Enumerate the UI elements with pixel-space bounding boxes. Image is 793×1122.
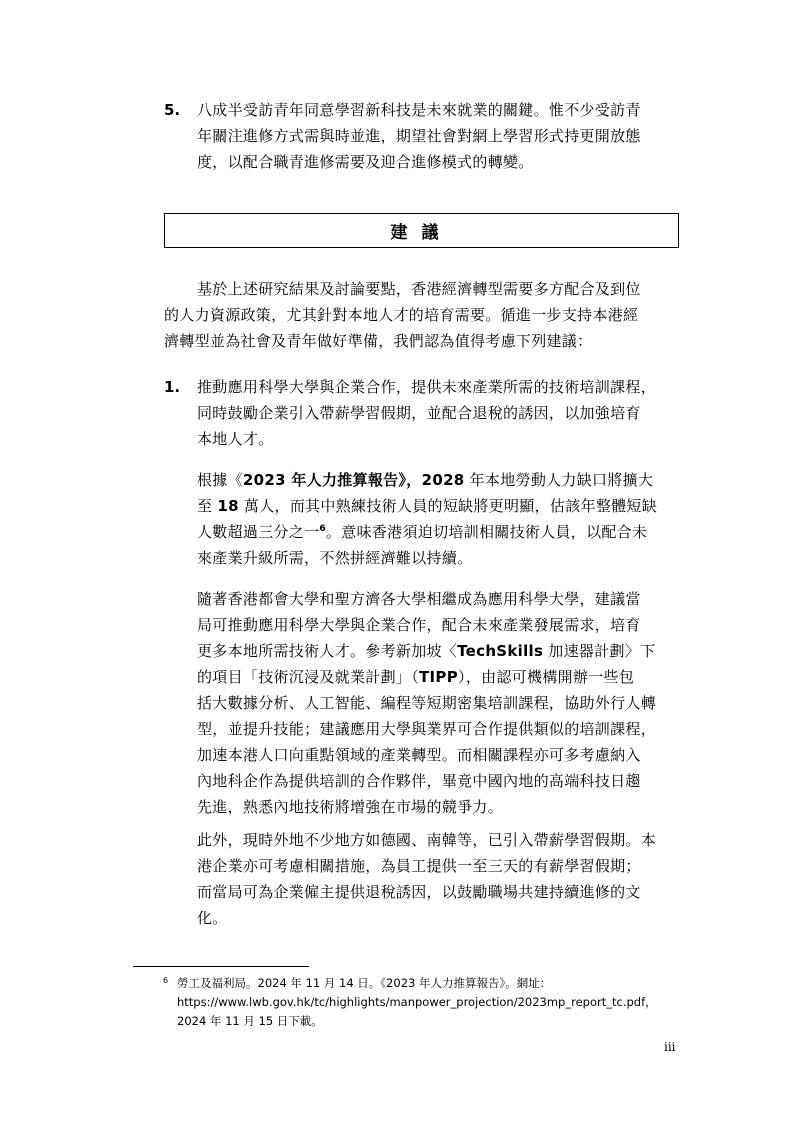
text-line: 而當局可為企業僱主提供退稅誘因，以鼓勵職場共建持續進修的文: [197, 883, 641, 901]
text-line: 隨著香港都會大學和聖方濟各大學相繼成為應用科學大學，建議當: [197, 590, 641, 608]
text-line: [197, 467, 687, 493]
text-line: 此外，現時外地不少地方如德國、南韓等，已引入帶薪學習假期。本: [197, 831, 657, 849]
text-span: 。意味香港須迫切培訓相關技術人員，以配合未: [325, 523, 648, 541]
footnote-body: [177, 974, 687, 1031]
paragraph-universities: [197, 586, 687, 820]
bold-number: 18: [217, 497, 239, 515]
text-line: [197, 493, 687, 519]
text-span: 更多本地所需技術人才。參考新加坡〈: [197, 642, 458, 660]
text-line: 八成半受訪青年同意學習新科技是未來就業的關鍵。惟不少受訪青: [197, 101, 641, 119]
footnote-divider: [133, 966, 309, 967]
item-text: [197, 374, 687, 452]
text-line: 的人力資源政策，尤其針對本地人才的培育需要。循進一步支持本港經: [164, 306, 639, 324]
text-line: 推動應用科學大學與企業合作，提供未來產業所需的技術培訓課程，: [197, 378, 657, 396]
text-line: [197, 664, 687, 690]
text-line: 本地人才。: [197, 430, 274, 448]
intro-paragraph: [164, 276, 684, 354]
footnote-line: 勞工及福利局。2024 年 11 月 14 日。《2023 年人力推算報告》。網址：: [177, 976, 552, 990]
footnote-mark: 6: [163, 976, 169, 985]
text-line: 基於上述研究結果及討論要點，香港經濟轉型需要多方配合及到位: [197, 280, 641, 298]
text-line: 港企業亦可考慮相關措施，為員工提供一至三天的有薪學習假期；: [197, 857, 641, 875]
footnote-ref[interactable]: 6: [319, 524, 326, 534]
item-text: [197, 97, 687, 175]
bold-year: 2023: [242, 471, 286, 489]
text-line: 先進，熟悉內地技術將增強在市場的競爭力。: [197, 798, 504, 816]
heading-text: 建議: [390, 223, 453, 243]
text-span: 萬人，而其中熟練技術人員的短缺將更明顯，估該年整體短缺: [238, 497, 658, 515]
text-line: 濟轉型並為社會及青年做好準備，我們認為值得考慮下列建議：: [164, 332, 593, 350]
text-line: 度，以配合職青進修需要及迎合進修模式的轉變。: [197, 153, 534, 171]
bold-acronym: TIPP: [419, 668, 459, 686]
page-number: iii: [664, 1040, 676, 1054]
text-line: [197, 638, 687, 664]
footnote-line: 2024 年 11 月 15 日下載。: [177, 1014, 323, 1028]
text-line: [197, 519, 687, 545]
text-line: 括大數據分析、人工智能、編程等短期密集培訓課程，協助外行人轉: [197, 694, 657, 712]
text-line: 來產業升級所需，不然拼經濟難以持續。: [197, 549, 473, 567]
text-line: 局可推動應用科學大學與企業合作，配合未來產業發展需求，培育: [197, 616, 641, 634]
text-span: 至: [197, 497, 218, 515]
text-span: 人數超過三分之一: [197, 523, 320, 541]
footnote-url[interactable]: https://www.lwb.gov.hk/tc/highlights/manpower_projection/2023mp_report_tc.pdf，: [177, 995, 657, 1009]
text-span: 的項目「技術沉浸及就業計劃」（: [197, 668, 420, 686]
item-number: 1.: [164, 378, 181, 396]
bold-year: 2028: [421, 471, 465, 489]
text-line: 內地科企作為提供培訓的合作夥伴，畢竟中國內地的高端科技日趨: [197, 772, 641, 790]
text-line: 型，並提升技能；建議應用大學與業界可合作提供類似的培訓課程，: [197, 720, 657, 738]
paragraph-manpower: [197, 467, 687, 571]
paragraph-paid-leave: [197, 827, 687, 931]
text-span: 根據《: [197, 471, 243, 489]
text-line: 加速本港人口向重點領域的產業轉型。而相關課程亦可多考慮納入: [197, 746, 641, 764]
text-span: 年本地勞動人力缺口將擴大: [464, 471, 654, 489]
text-line: 同時鼓勵企業引入帶薪學習假期，並配合退稅的誘因，以加強培育: [197, 404, 641, 422]
item-number: 5.: [164, 101, 181, 119]
text-line: 年關注進修方式需與時並進，期望社會對網上學習形式持更開放態: [197, 127, 641, 145]
bold-program-name: TechSkills: [457, 642, 544, 660]
text-span: ），由認可機構開辦一些包: [458, 668, 635, 686]
text-line: 化。: [197, 909, 228, 927]
bold-title: 年人力推算報告》，: [285, 471, 422, 489]
section-heading: [164, 213, 679, 248]
text-span: 加速器計劃〉下: [543, 642, 656, 660]
